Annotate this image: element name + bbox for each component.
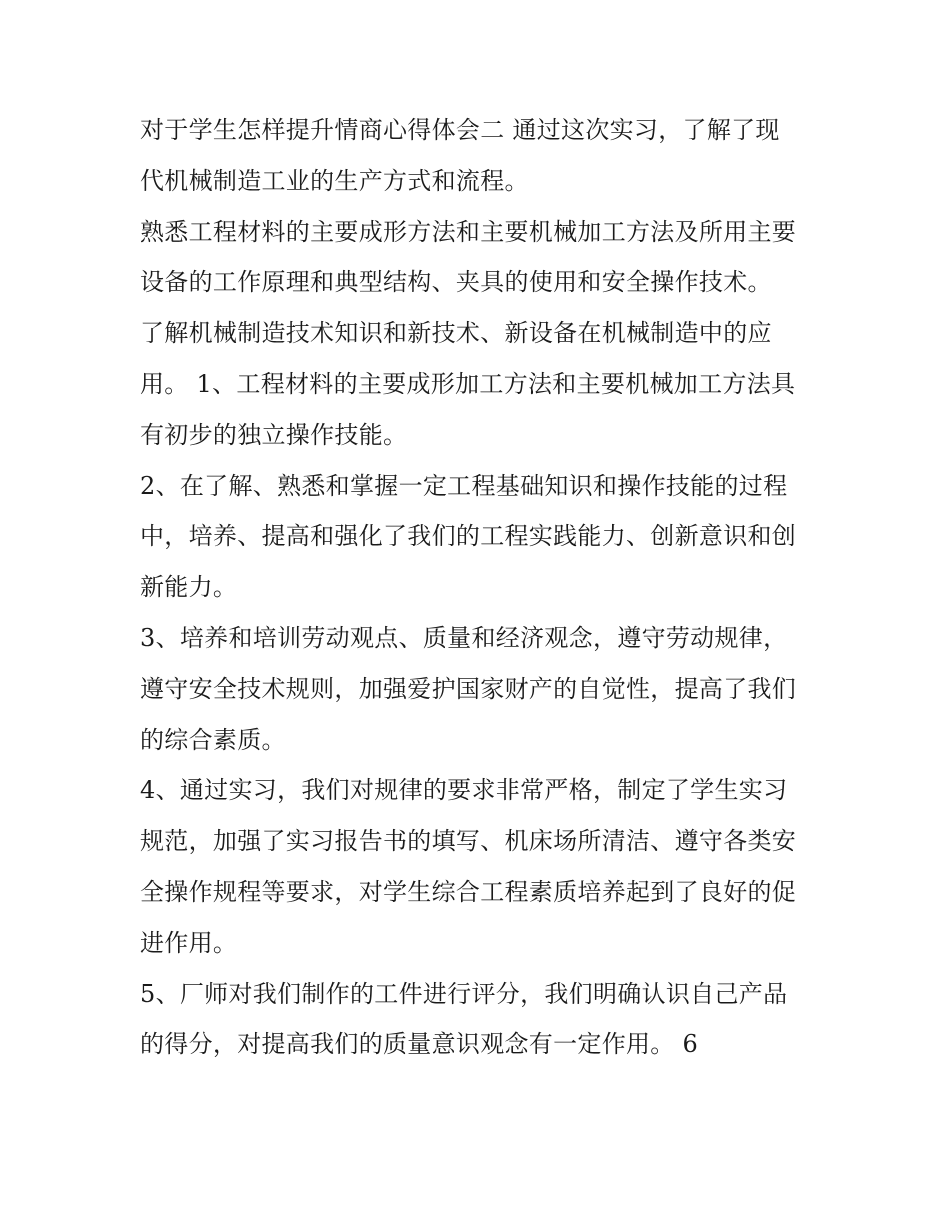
text-line: 新能力。 — [140, 573, 238, 602]
text-line: 2、在了解、熟悉和掌握一定工程基础知识和操作技能的过程 — [140, 471, 788, 500]
text-line: 用。 1、工程材料的主要成形加工方法和主要机械加工方法具 — [140, 369, 796, 398]
text-line: 全操作规程等要求，对学生综合工程素质培养起到了良好的促 — [140, 877, 797, 906]
text-line: 4、通过实习，我们对规律的要求非常严格，制定了学生实习 — [140, 776, 788, 805]
document-body — [140, 105, 830, 1070]
text-line: 的综合素质。 — [140, 725, 286, 754]
text-line: 有初步的独立操作技能。 — [140, 420, 408, 449]
text-line: 代机械制造工业的生产方式和流程。 — [140, 166, 529, 195]
text-line: 规范，加强了实习报告书的填写、机床场所清洁、遵守各类安 — [140, 827, 797, 856]
text-line: 中，培养、提高和强化了我们的工程实践能力、创新意识和创 — [140, 522, 797, 551]
text-line: 对于学生怎样提升情商心得体会二 通过这次实习，了解了现 — [140, 116, 780, 144]
text-line: 了解机械制造技术知识和新技术、新设备在机械制造中的应 — [140, 319, 772, 348]
text-line: 3、培养和培训劳动观点、质量和经济观念，遵守劳动规律， — [140, 623, 788, 652]
text-line: 遵守安全技术规则，加强爱护国家财产的自觉性，提高了我们 — [140, 674, 797, 703]
text-line: 5、厂师对我们制作的工件进行评分，我们明确认识自己产品 — [140, 979, 788, 1008]
text-line: 的得分，对提高我们的质量意识观念有一定作用。 6 — [140, 1030, 699, 1059]
text-line: 进作用。 — [140, 928, 238, 957]
text-line: 熟悉工程材料的主要成形方法和主要机械加工方法及所用主要 — [140, 217, 797, 246]
text-line: 设备的工作原理和典型结构、夹具的使用和安全操作技术。 — [140, 268, 772, 297]
